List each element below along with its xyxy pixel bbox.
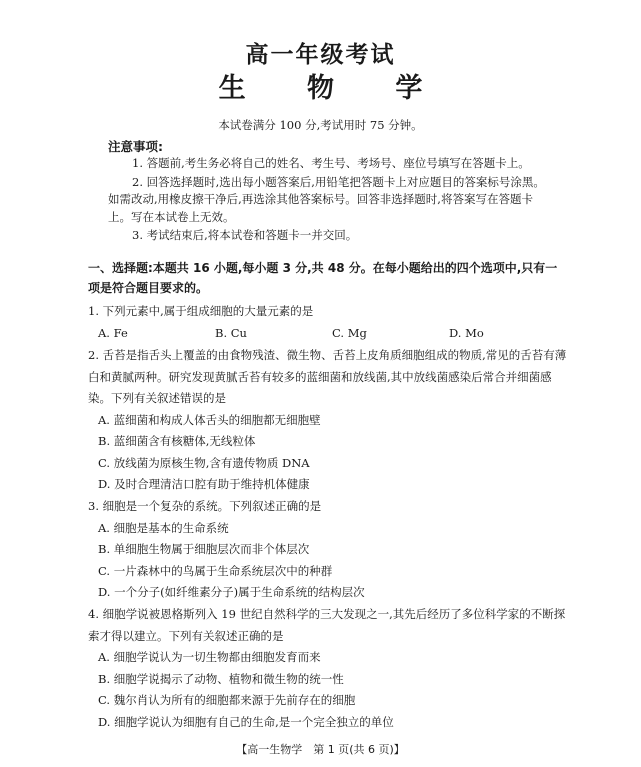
option: A. 细胞是基本的生命系统 [98, 520, 229, 535]
question-4 [88, 604, 568, 733]
option: C. Mg [332, 325, 367, 340]
notes-heading: 注意事项: [108, 139, 163, 154]
option: C. 魏尔肖认为所有的细胞都来源于先前存在的细胞 [98, 693, 356, 707]
option: B. Cu [215, 325, 247, 340]
option: C. 一片森林中的鸟属于生命系统层次中的种群 [98, 563, 333, 578]
question-stem: 4. 细胞学说被恩格斯列入 19 世纪自然科学的三大发现之一,其先后经历了多位科学家的不断探索才得以建立。下列有关叙述正确的是 [88, 607, 566, 643]
option: D. 细胞学说认为细胞有自己的生命,是一个完全独立的单位 [98, 714, 394, 729]
option: D. 及时合理清洁口腔有助于维持机体健康 [98, 477, 310, 491]
option: A. Fe [98, 325, 128, 340]
question-stem: 2. 舌苔是指舌头上覆盖的由食物残渣、微生物、舌苔上皮角质细胞组成的物质,常见的舌苔有薄白和黄腻两种。研究发现黄腻舌苔有较多的蓝细菌和放线菌,其中放线菌感染后常合并细菌感染。下列有关叙述错误的是 [88, 348, 567, 405]
section-heading: 一、选择题:本题共 16 小题,每小题 3 分,共 48 分。在每小题给出的四个选项中,只有一项是符合题目要求的。 [88, 261, 558, 295]
page-footer: 【高一生物学 第 1 页(共 6 页)】 [236, 743, 405, 756]
note-item: 3. 考试结束后,将本试卷和答题卡一并交回。 [132, 228, 358, 242]
option: C. 放线菌为原核生物,含有遗传物质 DNA [98, 455, 310, 470]
note-item: 1. 答题前,考生务必将自己的姓名、考生号、考场号、座位号填写在答题卡上。 [132, 156, 530, 170]
exam-title: 高一年级考试 [245, 42, 396, 68]
options-row [88, 323, 568, 345]
question-3 [88, 496, 568, 604]
notes-list [108, 155, 548, 245]
option: B. 细胞学说揭示了动物、植物和微生物的统一性 [98, 671, 344, 686]
question-1 [88, 301, 568, 344]
question-2 [88, 345, 568, 496]
exam-info: 本试卷满分 100 分,考试用时 75 分钟。 [218, 118, 423, 132]
option: B. 蓝细菌含有核糖体,无线粒体 [98, 434, 256, 448]
question-stem: 3. 细胞是一个复杂的系统。下列叙述正确的是 [88, 499, 322, 513]
option: D. Mo [449, 325, 484, 340]
question-stem: 1. 下列元素中,属于组成细胞的大量元素的是 [88, 304, 314, 318]
option: A. 蓝细菌和构成人体舌头的细胞都无细胞壁 [98, 412, 321, 427]
option: D. 一个分子(如纤维素分子)属于生命系统的结构层次 [98, 585, 365, 599]
option: A. 细胞学说认为一切生物都由细胞发育而来 [98, 650, 321, 664]
note-item: 2. 回答选择题时,选出每小题答案后,用铅笔把答题卡上对应题目的答案标号涂黑。如需改动,用橡皮擦干净后,再选涂其他答案标号。回答非选择题时,将答案写在答题卡上。写在本试卷上无效。 [108, 174, 545, 224]
subject-title: 生 物 学 [218, 73, 449, 104]
option: B. 单细胞生物属于细胞层次而非个体层次 [98, 542, 310, 556]
